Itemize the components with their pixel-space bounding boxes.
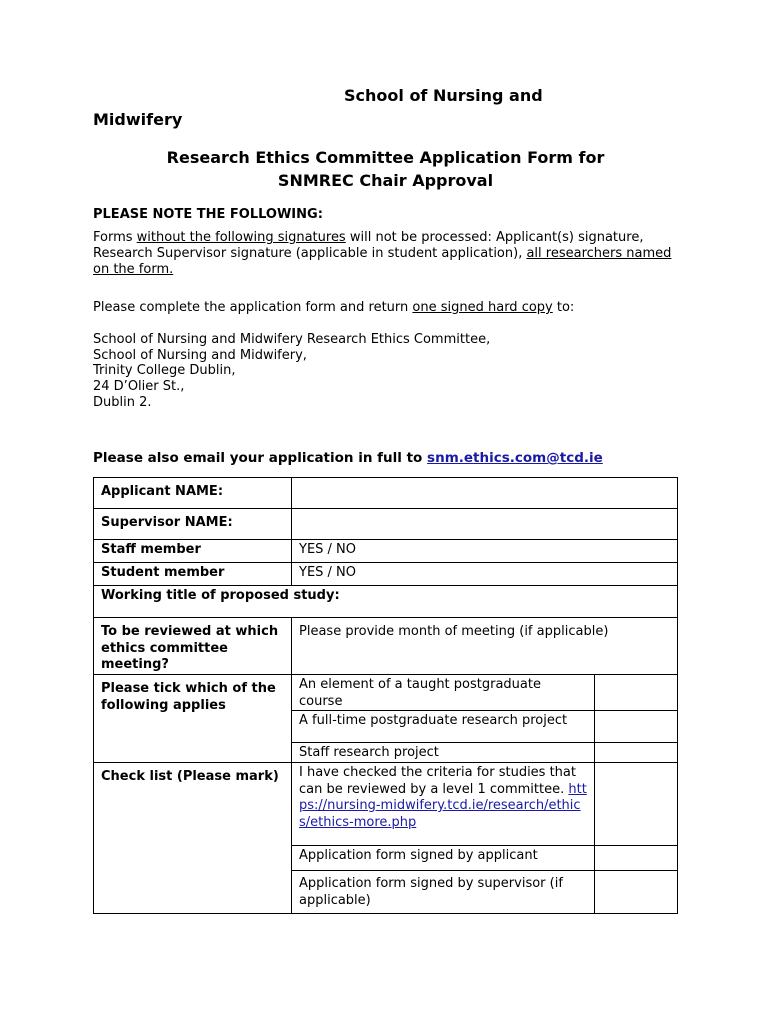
- working-title-field[interactable]: Working title of proposed study:: [94, 586, 678, 618]
- tick-box-taught-course[interactable]: [595, 675, 678, 711]
- email-instruction: [93, 450, 603, 466]
- criteria-link[interactable]: https://nursing-midwifery.tcd.ie/research/ethics/ethics-more.php: [299, 781, 587, 830]
- email-link[interactable]: snm.ethics.com@tcd.ie: [427, 450, 603, 466]
- tick-box-fulltime-research[interactable]: [595, 711, 678, 743]
- review-meeting-field[interactable]: Please provide month of meeting (if applicable): [292, 618, 678, 675]
- checklist-supervisor-signed: Application form signed by supervisor (if applicable): [292, 871, 595, 914]
- address-line: Dublin 2.: [93, 394, 152, 410]
- checklist-criteria-text: I have checked the criteria for studies that can be reviewed by a level 1 committee.: [299, 765, 576, 797]
- checklist-label: Check list (Please mark): [94, 763, 292, 914]
- supervisor-name-field[interactable]: [292, 509, 678, 540]
- tick-option-staff-research: Staff research project: [292, 743, 595, 763]
- address-line: School of Nursing and Midwifery,: [93, 347, 307, 363]
- return-text: to:: [552, 300, 575, 315]
- school-title-line2: Midwifery: [93, 110, 183, 129]
- return-underlined: one signed hard copy: [412, 300, 553, 315]
- address-line: School of Nursing and Midwifery Research Ethics Committee,: [93, 332, 491, 347]
- supervisor-name-label: Supervisor NAME:: [94, 509, 292, 540]
- return-text: Please complete the application form and return: [93, 300, 413, 315]
- tick-option-fulltime-research: A full-time postgraduate research project: [292, 711, 595, 743]
- form-title: [93, 146, 678, 192]
- tick-option-taught-course: An element of a taught postgraduate course: [292, 675, 595, 711]
- notice-underlined-signatures: without the following signatures: [136, 230, 346, 245]
- postal-address: [93, 332, 490, 411]
- checklist-applicant-signed: Application form signed by applicant: [292, 846, 595, 871]
- applicant-name-field[interactable]: [292, 478, 678, 509]
- notice-underlined-researchers: all researchers named on the form.: [93, 246, 672, 277]
- check-box-applicant-signed[interactable]: [595, 846, 678, 871]
- school-title-line1: School of Nursing and: [344, 86, 543, 105]
- notice-text: will not be processed: Applicant(s) signature, Research Supervisor signature (applicable in student application),: [93, 230, 644, 261]
- check-box-criteria[interactable]: [595, 763, 678, 846]
- checklist-criteria: [292, 763, 595, 846]
- tick-applies-label: Please tick which of the following applies: [94, 675, 292, 763]
- signature-notice: [93, 230, 683, 278]
- check-box-supervisor-signed[interactable]: [595, 871, 678, 914]
- form-title-line2: SNMREC Chair Approval: [277, 171, 494, 190]
- address-line: 24 D’Olier St.,: [93, 379, 185, 395]
- return-instructions: [93, 300, 574, 315]
- tick-box-staff-research[interactable]: [595, 743, 678, 763]
- form-title-line1: Research Ethics Committee Application Form for: [166, 148, 605, 167]
- notice-text: Forms: [93, 230, 137, 245]
- staff-member-value[interactable]: YES / NO: [292, 540, 678, 563]
- applicant-name-label: Applicant NAME:: [94, 478, 292, 509]
- notice-heading: PLEASE NOTE THE FOLLOWING:: [93, 207, 323, 222]
- staff-member-label: Staff member: [94, 540, 292, 563]
- email-prefix: Please also email your application in full to: [93, 450, 428, 466]
- student-member-value[interactable]: YES / NO: [292, 563, 678, 586]
- student-member-label: Student member: [94, 563, 292, 586]
- address-line: Trinity College Dublin,: [93, 363, 236, 379]
- application-form-table: [93, 477, 678, 914]
- review-meeting-label: To be reviewed at which ethics committee meeting?: [94, 618, 292, 675]
